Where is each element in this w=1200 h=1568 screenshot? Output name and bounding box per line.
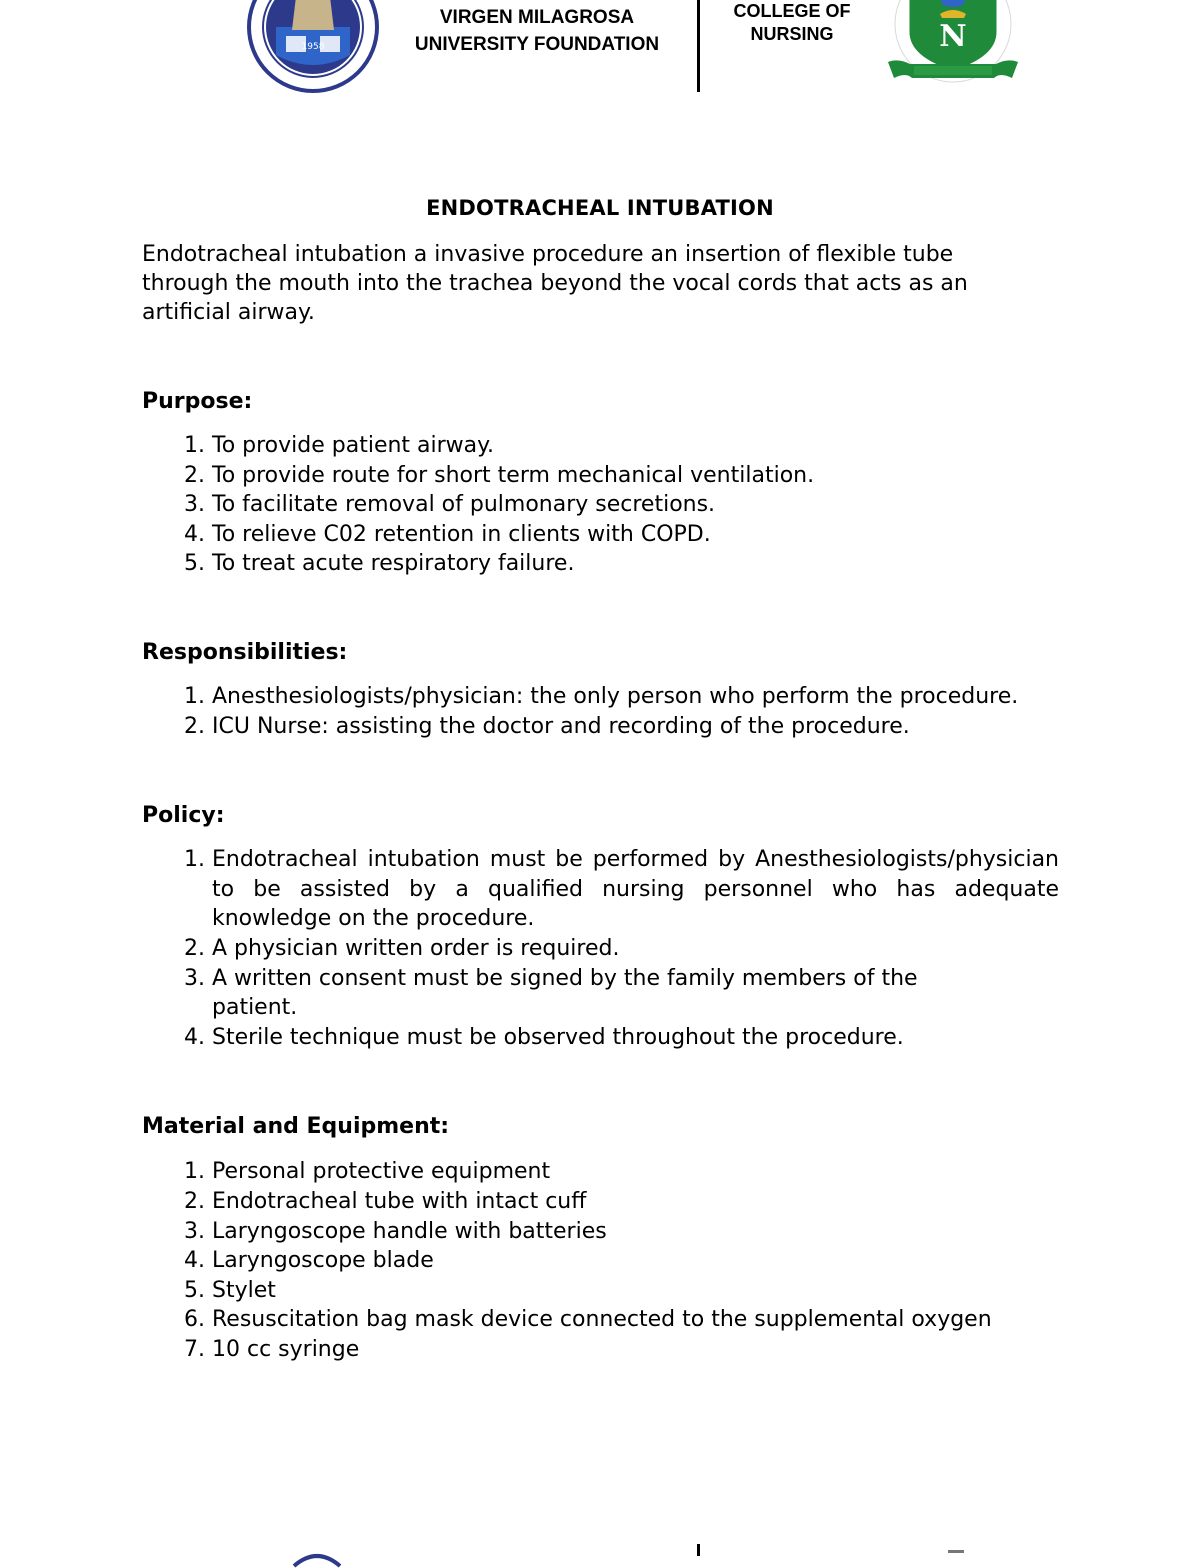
list-item: 7. 10 cc syringe — [212, 1335, 1059, 1365]
list-item: 1. Personal protective equipment — [212, 1157, 1059, 1187]
materials-heading: Material and Equipment: — [142, 1114, 450, 1140]
college-name-line1: COLLEGE OF — [733, 1, 851, 21]
footer-divider — [697, 1544, 700, 1556]
university-seal-edge — [292, 1548, 342, 1568]
seal-year: 1958 — [301, 42, 325, 52]
list-item: 1. Anesthesiologists/physician: the only person who perform the procedure. — [212, 682, 1022, 712]
college-crest-logo — [878, 0, 1028, 84]
document-body — [142, 240, 1059, 1364]
list-item: 2. Endotracheal tube with intact cuff — [212, 1187, 1059, 1217]
list-item: 1. To provide patient airway. — [212, 431, 1059, 461]
list-item: 4. Sterile technique must be observed throughout the procedure. — [212, 1023, 1059, 1053]
purpose-list — [142, 431, 1059, 579]
list-item: 4. To relieve C02 retention in clients with COPD. — [212, 520, 1059, 550]
purpose-heading: Purpose: — [142, 389, 253, 414]
list-item: 4. Laryngoscope blade — [212, 1246, 1059, 1276]
list-item: 5. Stylet — [212, 1276, 1059, 1306]
materials-list — [142, 1157, 1059, 1364]
crest-letter: N — [939, 19, 967, 54]
college-name-line2: NURSING — [750, 24, 834, 44]
list-item: 2. To provide route for short term mechanical ventilation. — [212, 461, 1059, 491]
university-name — [392, 4, 682, 58]
list-item: 2. A physician written order is required. — [212, 934, 1059, 964]
list-item: 1. Endotracheal intubation must be performed by Anesthesiologists/physician to be assisted by a qualified nursing personnel who has adequate knowledge on the procedure. — [212, 845, 1059, 934]
college-name — [712, 0, 872, 46]
list-item: 2. ICU Nurse: assisting the doctor and recording of the procedure. — [212, 712, 1022, 742]
list-item: 6. Resuscitation bag mask device connected to the supplemental oxygen — [212, 1305, 1059, 1335]
list-item: 3. A written consent must be signed by the family members of the patient. — [212, 964, 972, 1023]
university-name-line2: UNIVERSITY FOUNDATION — [414, 34, 660, 55]
header-divider — [697, 0, 700, 92]
university-seal-logo — [246, 0, 380, 94]
responsibilities-heading: Responsibilities: — [142, 639, 348, 665]
page-title: ENDOTRACHEAL INTUBATION — [426, 196, 774, 220]
intro-paragraph: Endotracheal intubation a invasive procedure an insertion of flexible tube through the mouth into the trachea beyond the vocal cords that acts as an artificial airway. — [142, 242, 968, 325]
page-header — [0, 0, 1200, 100]
responsibilities-list — [142, 682, 1022, 741]
policy-list — [142, 845, 1059, 1052]
university-name-line1: VIRGEN MILAGROSA — [439, 7, 635, 28]
list-item: 3. Laryngoscope handle with batteries — [212, 1217, 1059, 1247]
list-item: 3. To facilitate removal of pulmonary secretions. — [212, 490, 1059, 520]
list-item: 5. To treat acute respiratory failure. — [212, 549, 1059, 579]
policy-heading: Policy: — [142, 803, 225, 829]
next-page-header-edge — [0, 1540, 1200, 1553]
